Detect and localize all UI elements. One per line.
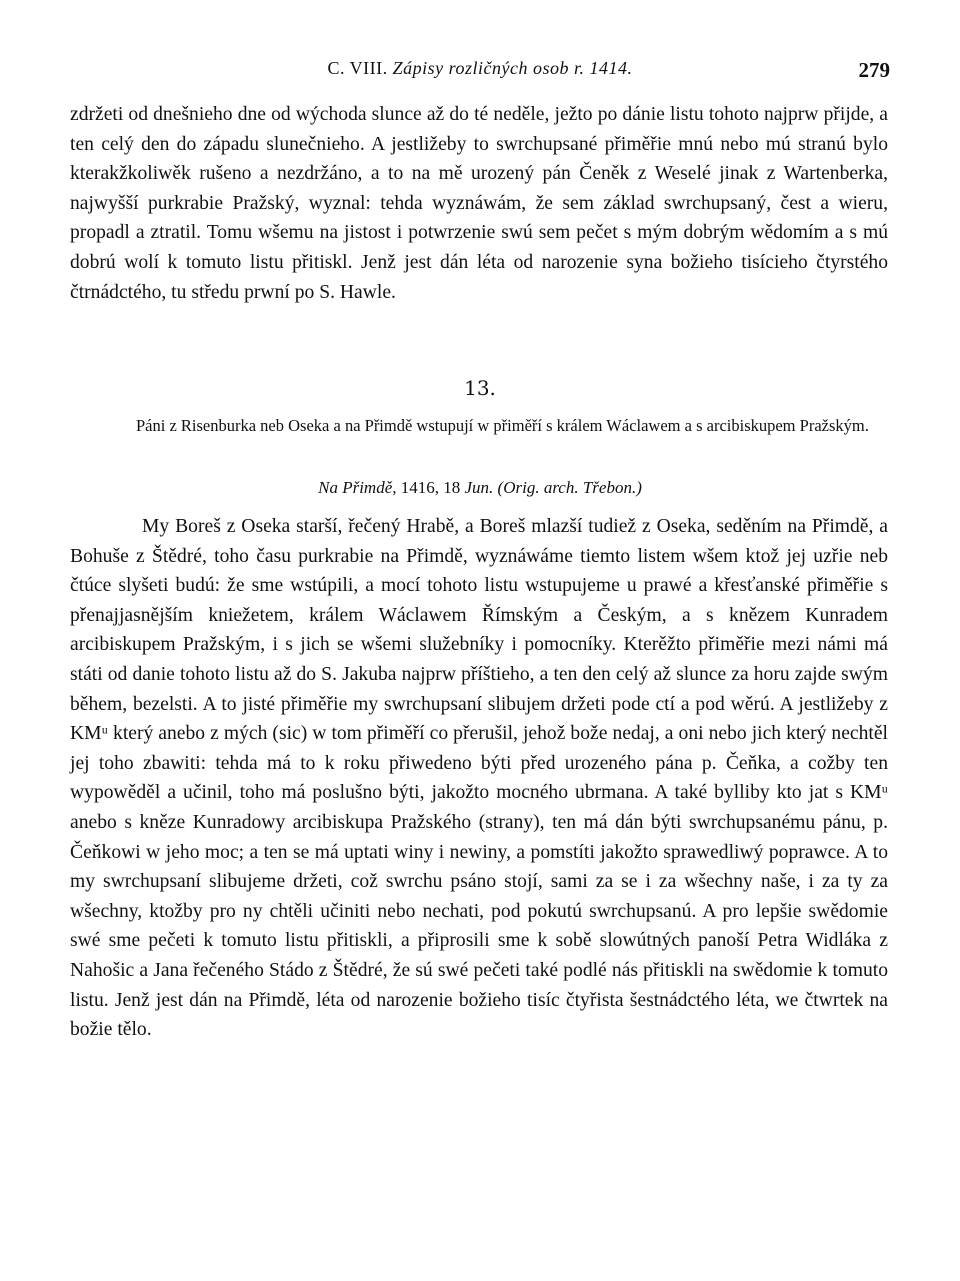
summary-text: Páni z Risenburka neb Oseka a na Přimdě wstupují w přiměří s králem Wáclawem a s arcibiskupem Pražským. (136, 416, 869, 435)
header-section: C. VIII. (327, 58, 388, 78)
running-header (70, 58, 890, 88)
header-title: Zápisy rozličných osob r. 1414. (392, 58, 633, 78)
document-text (70, 512, 888, 1045)
document-number: 13. (464, 376, 496, 400)
dateline (0, 478, 960, 498)
document-text-body: My Boreš z Oseka starší, řečený Hrabě, a Boreš mlazší tudiež z Oseka, seděním na Přimdě, a Bohuše z Štědré, toho času purkrabie na Přimdě, wyznáwáme tiemto listem wšem ktož jej uzřie neb čtúce slyšeti budú: že sme wstúpili, a mocí tohoto listu wstupujeme u prawé a křesťanské přiměřie s přenajjasnějším kniežetem, králem Wáclawem Římským a Českým, a s knězem Kunradem arcibiskupem Pražským, i s jich se wšemi služebníky i pomocníky. Kterěžto přiměřie mezi námi má státi od danie tohoto listu až do S. Jakuba najprw příštieho, a ten den celý až slunce za horu zajde swým během, bezelsti. A to jisté přiměřie my swrchupsaní slibujem držeti pode ctí a pod wěrú. A jestližeby z KMᵘ který anebo z mých (sic) w tom přiměří co přerušil, jehož bože nedaj, a oni nebo jich který nechtěl jej toho zbawiti: tehda má to k roku přiwedeno býti před urozeného pána p. Čeňka, a cožby ten wypowěděl a učinil, toho má poslušno býti, jakožto mocného ubrmana. A také bylliby kto jat s KMᵘ anebo s kněze Kunradowy arcibiskupa Pražského (strany), ten má dán býti swrchupsanému pánu, p. Čeňkowi w jeho moc; a ten se má uptati winy i newiny, a pomstíti jakožto sprawedliwý poprawce. A to my swrchupsaní slibujeme držeti, což swrchu psáno stojí, sami za se i za wšechny naše, i za ty za wšechny, ktožby pro ny chtěli učiniti nebo nechati, pod pokutú swrchupsanú. A pro lepšie swědomie swé sme pečeti k tomuto listu přitiskli, a připrosili sme k sobě slowútných panoší Petra Widláka z Nahošic a Jana řečeného Stádo z Štědré, že sú swé pečeti také podlé nás přitiskli na swědomie k tomuto listu. Jenž jest dán na Přimdě, léta od narozenie božieho tisíc čtyřista šestnádctého léta, we čtwrtek na božie tělo. (70, 516, 888, 1041)
paragraph-continued: zdržeti od dnešnieho dne od wýchoda slunce až do té neděle, ježto po dánie listu tohoto najprw přijde, a ten celý den do západu slunečnieho. A jestližeby to swrchupsané přiměřie mnú nebo mú stranú bylo kterakžkoliwěk rušeno a nezdržáno, a to na mě urozený pán Čeněk z Weselé jinak z Wartenberka, najwyšší purkrabie Pražský, wyznal: tehda wyznáwám, že sem základ swrchupsaný, čest a wieru, propadl a ztratil. Tomu wšemu na jistost i potwrzenie swú sem pečet s mým dobrým wědomím a s mú dobrú wolí k tomuto listu přitiskl. Jenž jest dán léta od narozenie syna božieho tisícieho čtyrstého čtrnádctého, tu středu prwní po S. Hawle. (70, 104, 888, 303)
page-number: 279 (858, 58, 890, 82)
dateline-date: 1416, 18 (400, 478, 461, 497)
document-summary (70, 414, 888, 438)
dateline-month: Jun. (464, 478, 494, 497)
dateline-place: Na Přimdě, (318, 478, 397, 497)
dateline-source: (Orig. arch. Třebon.) (497, 478, 642, 497)
